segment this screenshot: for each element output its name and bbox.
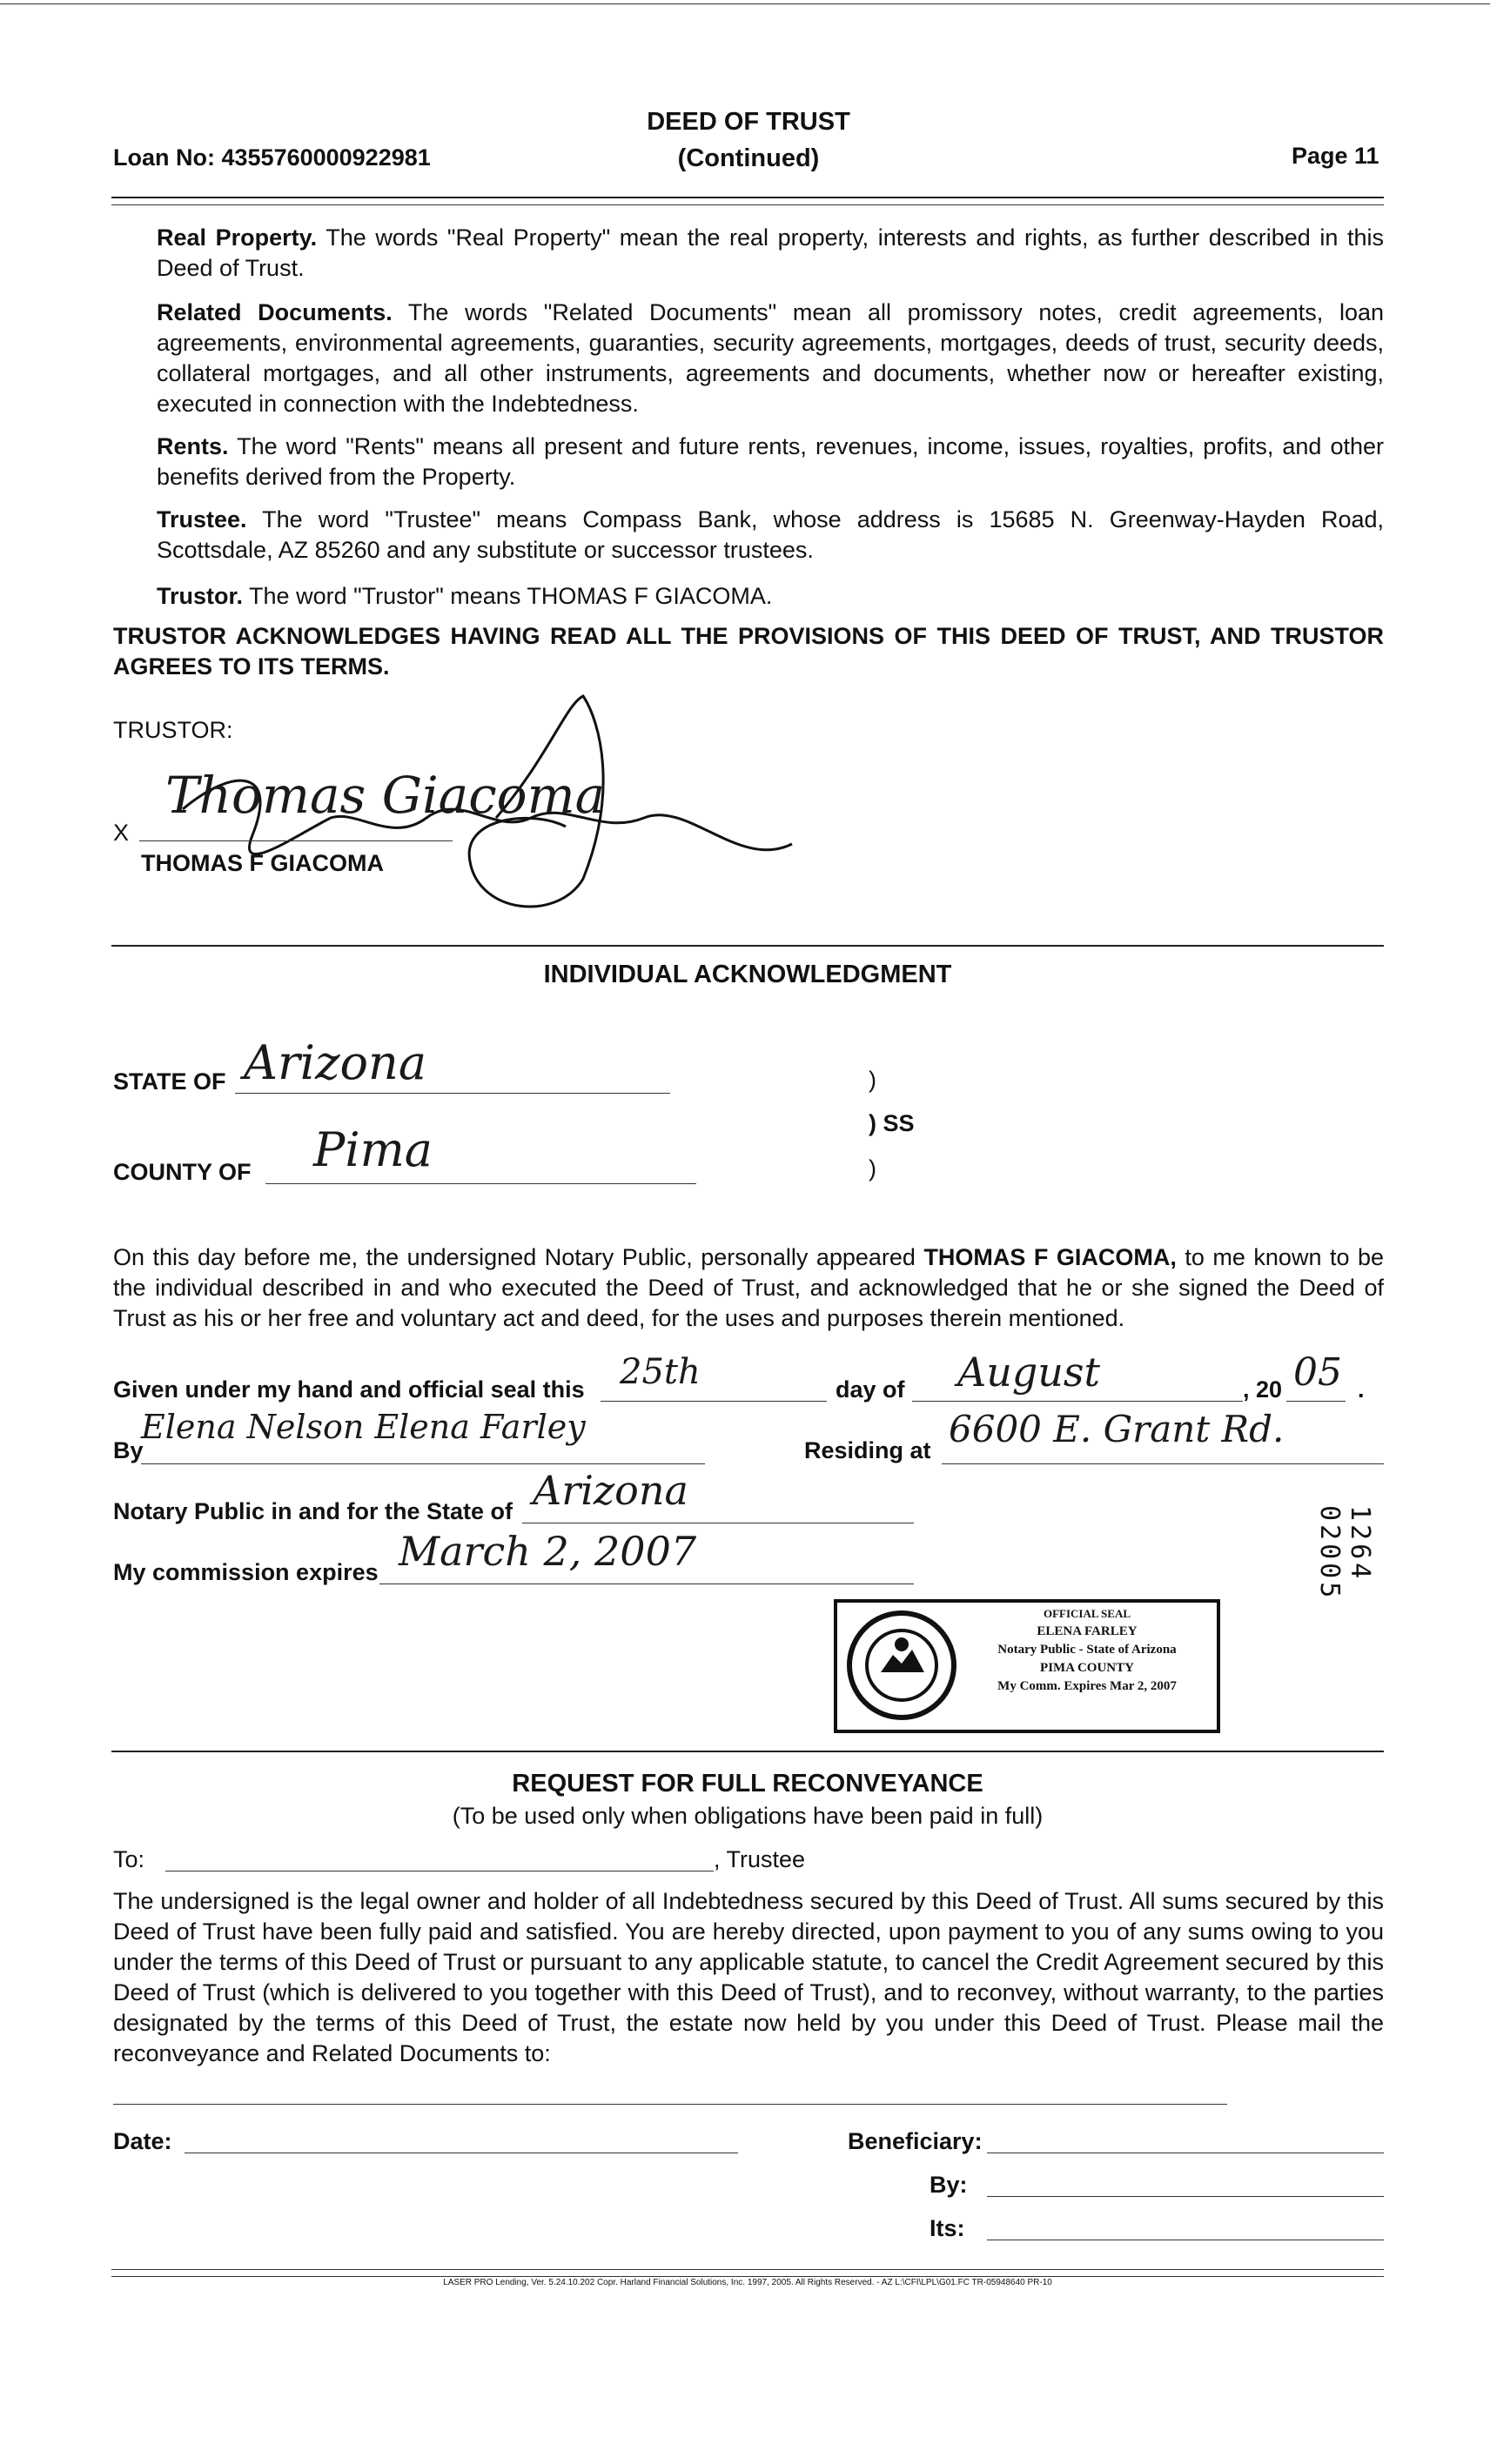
definition-real-property [157, 223, 1384, 284]
notary-state-value: Arizona [533, 1467, 688, 1514]
county-value: Pima [313, 1122, 433, 1177]
by-label-reconveyance: By: [930, 2172, 968, 2198]
footer-rule-1 [111, 2269, 1384, 2270]
given-day-line [601, 1401, 827, 1402]
top-edge [0, 3, 1490, 4]
definition-term: Trustor. [157, 583, 244, 609]
definition-text: The word "Rents" means all present and future rents, revenues, income, issues, royalties, profits, and other benefits derived from the Property. [157, 433, 1384, 490]
ack-rule [111, 945, 1384, 947]
mail-to-line[interactable] [113, 2104, 1227, 2105]
definition-rents [157, 432, 1384, 492]
reconveyance-title: REQUEST FOR FULL RECONVEYANCE [512, 1770, 983, 1798]
arizona-seal-icon [846, 1610, 957, 1721]
year-line [1286, 1401, 1346, 1402]
year-period: . [1358, 1376, 1365, 1403]
day-of-label: day of [836, 1376, 905, 1403]
header-rule [111, 197, 1384, 198]
county-line [265, 1183, 696, 1184]
definition-related-documents [157, 298, 1384, 419]
notary-signature: Elena Nelson Elena Farley [141, 1408, 586, 1446]
footer-rule-2 [111, 2276, 1384, 2277]
individual-ack-title: INDIVIDUAL ACKNOWLEDGMENT [543, 961, 952, 988]
document-subtitle: (Continued) [677, 144, 820, 172]
acknowledgement-statement: TRUSTOR ACKNOWLEDGES HAVING READ ALL THE PROVISIONS OF THIS DEED OF TRUST, AND TRUSTOR AGREES TO ITS TERMS. [113, 623, 1384, 680]
date-label: Date: [113, 2128, 172, 2154]
seal-line-5: My Comm. Expires Mar 2, 2007 [997, 1679, 1177, 1693]
state-line [235, 1093, 670, 1094]
definition-term: Related Documents. [157, 299, 393, 325]
seal-line-2: ELENA FARLEY [1037, 1624, 1138, 1638]
trustor-signature-line [139, 840, 453, 841]
definition-text: The word "Trustor" means THOMAS F GIACOMA. [249, 583, 773, 609]
loan-number-line [113, 143, 431, 173]
county-label: COUNTY OF [113, 1159, 252, 1185]
signature-x-mark: X [113, 820, 130, 846]
seal-line-1: OFFICIAL SEAL [1043, 1607, 1131, 1620]
definition-text: The words "Related Documents" mean all promissory notes, credit agreements, loan agreements, environmental agreements, guaranties, security agreements, mortgages, deeds of trust, security deeds, collateral mortgages, and all other instruments, agreements and documents, whether now or hereafter existing, executed in connection with the Indebtedness. [157, 299, 1385, 417]
seal-line-4: PIMA COUNTY [1040, 1661, 1134, 1675]
state-value: Arizona [244, 1035, 427, 1090]
notary-statement [113, 1242, 1384, 1334]
seal-line-3: Notary Public - State of Arizona [997, 1643, 1177, 1657]
residing-label: Residing at [804, 1437, 931, 1463]
to-label: To: [113, 1846, 145, 1872]
notary-statement-pre: On this day before me, the undersigned Notary Public, personally appeared [113, 1244, 924, 1270]
page-number: Page 11 [1292, 143, 1379, 169]
its-label: Its: [930, 2215, 965, 2241]
margin-recording-stamp: 1264 02005 [1314, 1505, 1375, 1602]
by-label: By [113, 1437, 144, 1463]
given-label: Given under my hand and official seal this [113, 1376, 585, 1403]
trustor-label: TRUSTOR: [113, 717, 233, 743]
year-prefix: , 20 [1243, 1376, 1283, 1403]
notary-statement-post: to me known to be the individual described in and who executed the Deed of Trust, and acknowledged that he or she signed the Deed of Trust as his or her free and voluntary act and deed, for the uses and purposes therein mentioned. [113, 1244, 1384, 1331]
paren-2: ) [869, 1155, 876, 1182]
trustee-suffix: , Trustee [714, 1846, 806, 1872]
residing-line [942, 1463, 1384, 1464]
definition-term: Rents. [157, 433, 229, 459]
commission-value: March 2, 2007 [399, 1528, 697, 1575]
year-suffix: 05 [1293, 1350, 1342, 1395]
definition-text: The word "Trustee" means Compass Bank, whose address is 15685 N. Greenway-Hayden Road, Scottsdale, AZ 85260 and any substitute or successor trustees. [157, 506, 1384, 563]
trustor-signature: Thomas Giacoma [165, 766, 606, 825]
loan-label: Loan No: [113, 144, 215, 171]
definition-trustee [157, 505, 1384, 566]
reconveyance-rule [111, 1751, 1384, 1752]
residing-value: 6600 E. Grant Rd. [949, 1408, 1285, 1450]
reconveyance-body: The undersigned is the legal owner and holder of all Indebtedness secured by this Deed of Trust. All sums secured by this Deed of Trust have been fully paid and satisfied. You are hereby directed, upon payment to you of any sums owing to you under the terms of this Deed of Trust or pursuant to any applicable statute, to cancel the Credit Agreement secured by this Deed of Trust (which is delivered to you together with this Deed of Trust), and to reconvey, without warranty, to the parties designated by the terms of this Deed of Trust, the estate now held by you under this Deed of Trust. Please mail the reconveyance and Related Documents to: [113, 1888, 1384, 2066]
trustor-name: THOMAS F GIACOMA [141, 850, 384, 876]
given-day: 25th [620, 1352, 701, 1392]
by-line [141, 1463, 705, 1464]
notary-statement-name: THOMAS F GIACOMA, [923, 1244, 1177, 1270]
month-line [912, 1401, 1243, 1402]
month-value: August [957, 1349, 1101, 1396]
definition-term: Trustee. [157, 506, 247, 532]
loan-number: 4355760000922981 [221, 144, 431, 171]
document-title: DEED OF TRUST [647, 108, 850, 136]
definition-text: The words "Real Property" mean the real property, interests and rights, as further described in this Deed of Trust. [157, 224, 1384, 281]
definition-trustor [157, 581, 1384, 612]
footer-text: LASER PRO Lending, Ver. 5.24.10.202 Copr. Harland Financial Solutions, Inc. 1997, 2005. All Rights Reserved. - AZ L:\CFI\LPL\G01.FC TR-05948640 PR-10 [443, 2278, 1052, 2287]
paren-1: ) [869, 1067, 876, 1093]
seal-text-block [964, 1604, 1210, 1696]
state-label: STATE OF [113, 1068, 226, 1095]
official-seal-stamp [834, 1599, 1220, 1733]
notary-state-label: Notary Public in and for the State of [113, 1498, 513, 1524]
beneficiary-label: Beneficiary: [848, 2128, 983, 2154]
by-line-reconveyance[interactable] [987, 2196, 1384, 2197]
reconveyance-subtitle: (To be used only when obligations have been paid in full) [452, 1803, 1044, 1829]
ss-label: ) SS [869, 1110, 915, 1136]
definition-term: Real Property. [157, 224, 318, 251]
commission-label: My commission expires [113, 1559, 379, 1585]
header-rule-2 [111, 204, 1384, 205]
